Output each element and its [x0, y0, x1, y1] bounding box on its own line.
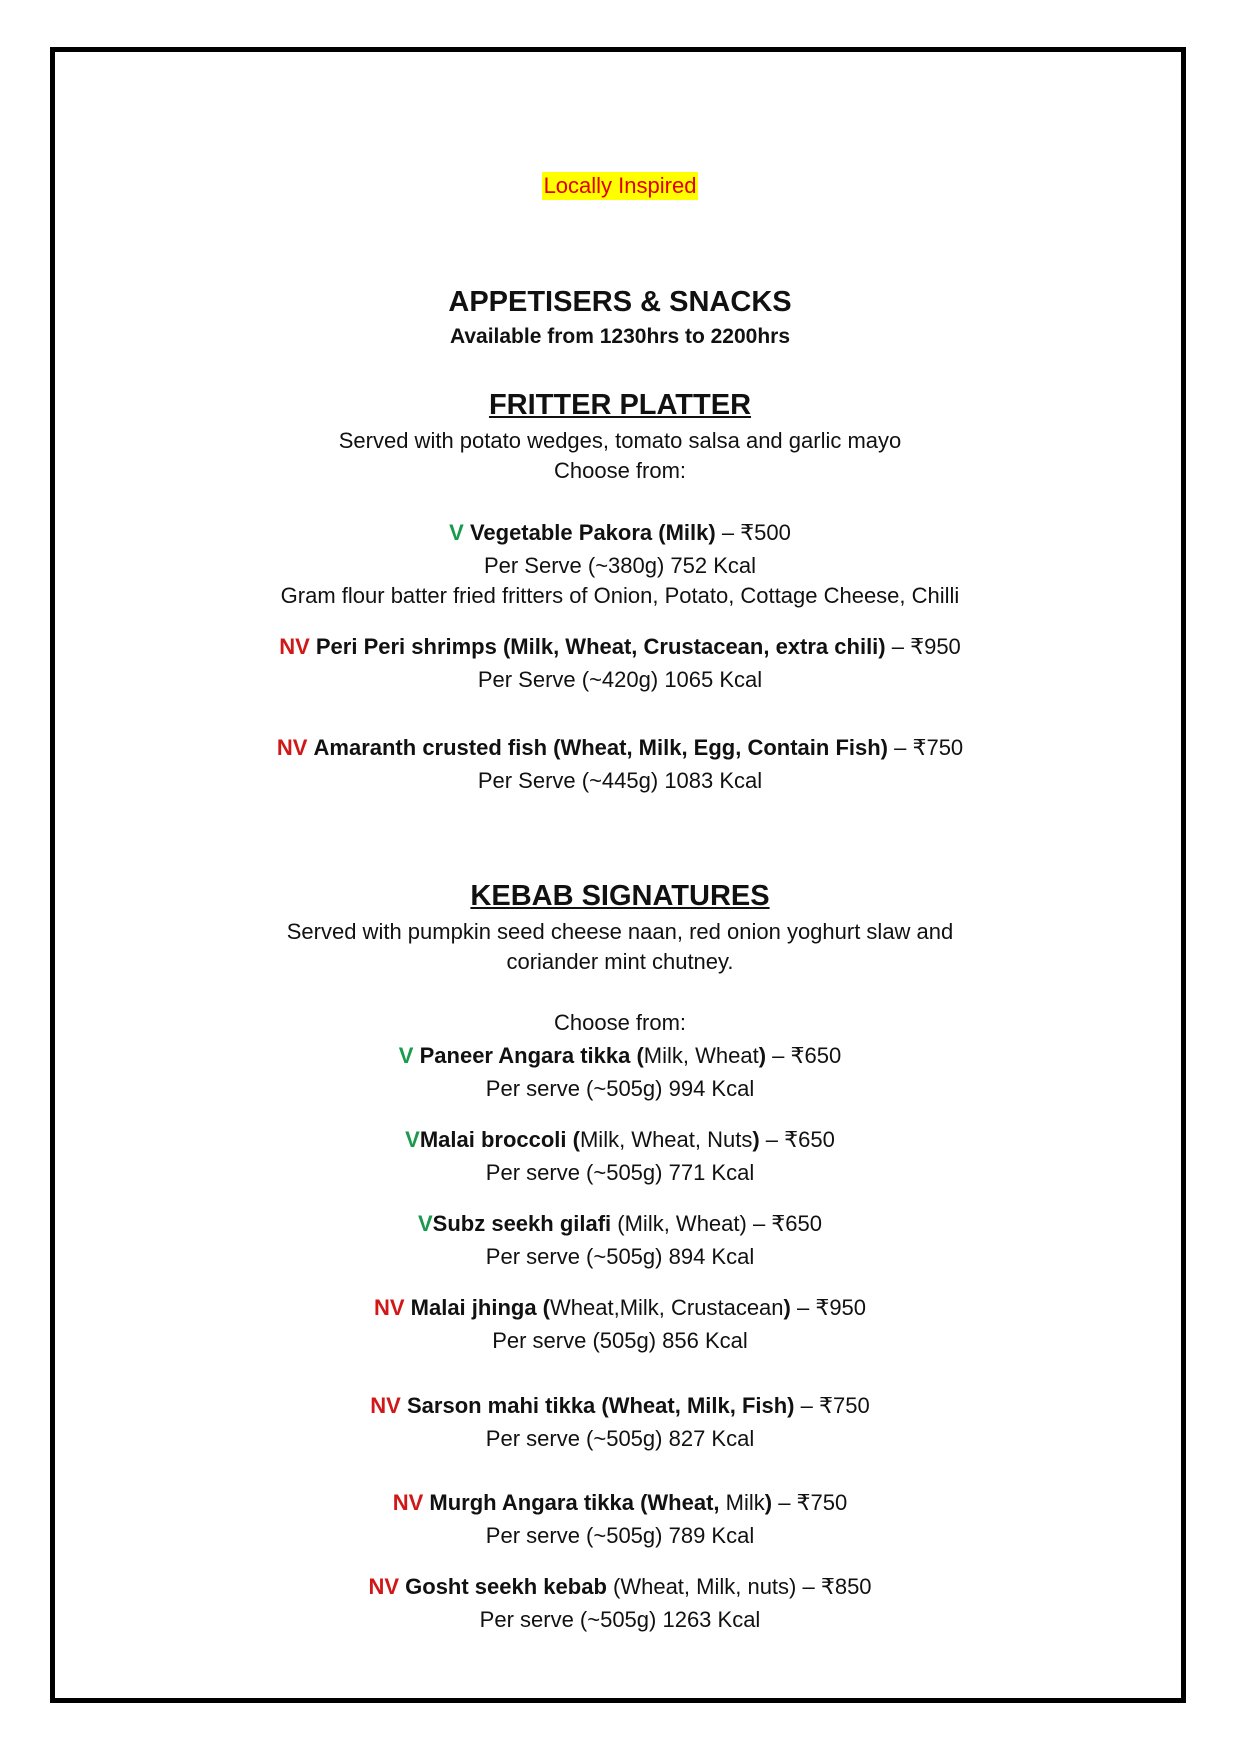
veg-marker: V — [449, 520, 464, 545]
item-serve-info: Per serve (~505g) 789 Kcal — [485, 1523, 755, 1548]
veg-marker: V — [405, 1127, 420, 1152]
non-veg-marker: NV — [368, 1574, 400, 1599]
veg-marker: V — [398, 1043, 414, 1068]
item-name: Peri Peri shrimps (Milk, Wheat, Crustacean, extra chili) — [315, 634, 886, 659]
item-close: ) — [783, 1295, 791, 1320]
item-serve-info: Per Serve (~380g) 752 Kcal — [483, 553, 757, 578]
menu-item-peri-peri-shrimps — [0, 634, 1240, 660]
item-price: – ₹650 — [759, 1127, 835, 1152]
item-close: ) — [764, 1490, 773, 1515]
item-price: – ₹650 — [766, 1043, 842, 1068]
item-price: – ₹750 — [888, 735, 964, 760]
item-close: ) — [752, 1127, 760, 1152]
item-price: – ₹950 — [790, 1295, 867, 1320]
item-price: – ₹650 — [746, 1211, 823, 1236]
veg-marker: V — [417, 1211, 433, 1236]
item-serve-info: Per serve (~505g) 894 Kcal — [485, 1244, 755, 1269]
item-price: – ₹850 — [796, 1574, 872, 1599]
item-serve-info: Per serve (505g) 856 Kcal — [492, 1328, 748, 1353]
availability-text: Available from 1230hrs to 2200hrs — [449, 325, 791, 348]
item-price: – ₹750 — [794, 1393, 870, 1418]
item-serve-info: Per serve (~505g) 1263 Kcal — [479, 1607, 761, 1632]
item-allergens: Milk, Wheat, Nuts — [579, 1127, 753, 1152]
item-name: Murgh Angara tikka (Wheat, — [429, 1490, 720, 1515]
item-name: Gosht seekh kebab — [405, 1574, 607, 1599]
menu-item-malai-broccoli — [0, 1127, 1240, 1153]
menu-item-paneer-angara-tikka — [0, 1043, 1240, 1069]
non-veg-marker: NV — [373, 1295, 405, 1320]
item-serve-info: Per Serve (~420g) 1065 Kcal — [477, 667, 763, 692]
non-veg-marker: NV — [370, 1393, 401, 1418]
menu-item-gosht-seekh-kebab — [0, 1574, 1240, 1600]
menu-item-vegetable-pakora — [0, 520, 1240, 546]
item-price: – ₹950 — [885, 634, 961, 659]
non-veg-marker: NV — [279, 634, 310, 659]
item-name: Amaranth crusted fish (Wheat, Milk, Egg, Contain Fish) — [313, 735, 888, 760]
section-title-kebab: KEBAB SIGNATURES — [470, 880, 770, 912]
item-price: – ₹500 — [715, 520, 791, 545]
header-tag: Locally Inspired — [543, 173, 697, 198]
fritter-description: Served with potato wedges, tomato salsa and garlic mayo — [338, 428, 902, 453]
item-name: Paneer Angara tikka ( — [419, 1043, 644, 1068]
item-serve-info: Per serve (~505g) 827 Kcal — [485, 1426, 755, 1451]
fritter-choose-label: Choose from: — [553, 458, 687, 483]
kebab-description-line1: Served with pumpkin seed cheese naan, red onion yoghurt slaw and — [286, 919, 954, 944]
item-price: – ₹750 — [772, 1490, 848, 1515]
section-title-appetisers: APPETISERS & SNACKS — [448, 286, 792, 318]
item-name: Malai jhinga ( — [410, 1295, 550, 1320]
item-allergens: Milk — [719, 1490, 765, 1515]
non-veg-marker: NV — [276, 735, 308, 760]
item-allergens: (Wheat, Milk, nuts) — [606, 1574, 797, 1599]
item-serve-info: Per serve (~505g) 771 Kcal — [485, 1160, 755, 1185]
item-name: Malai broccoli ( — [419, 1127, 580, 1152]
item-name: Vegetable Pakora (Milk) — [469, 520, 716, 545]
menu-item-amaranth-fish — [0, 735, 1240, 761]
section-title-fritter: FRITTER PLATTER — [488, 389, 752, 421]
item-allergens: Wheat,Milk, Crustacean — [550, 1295, 784, 1320]
item-name: Subz seekh gilafi — [432, 1211, 618, 1236]
item-name: Sarson mahi tikka (Wheat, Milk, Fish) — [406, 1393, 795, 1418]
menu-item-sarson-mahi-tikka — [0, 1393, 1240, 1419]
kebab-description-line2: coriander mint chutney. — [506, 949, 734, 974]
item-serve-info: Per Serve (~445g) 1083 Kcal — [477, 768, 763, 793]
item-note: Gram flour batter fried fritters of Onion, Potato, Cottage Cheese, Chilli — [280, 583, 960, 608]
menu-item-malai-jhinga — [0, 1295, 1240, 1321]
kebab-choose-label: Choose from: — [553, 1010, 687, 1035]
menu-item-subz-seekh-gilafi — [0, 1211, 1240, 1237]
menu-item-murgh-angara-tikka — [0, 1490, 1240, 1516]
non-veg-marker: NV — [392, 1490, 424, 1515]
item-close: ) — [758, 1043, 767, 1068]
item-allergens: (Milk, Wheat) — [617, 1211, 747, 1236]
item-allergens: Milk, Wheat — [643, 1043, 759, 1068]
item-serve-info: Per serve (~505g) 994 Kcal — [485, 1076, 755, 1101]
